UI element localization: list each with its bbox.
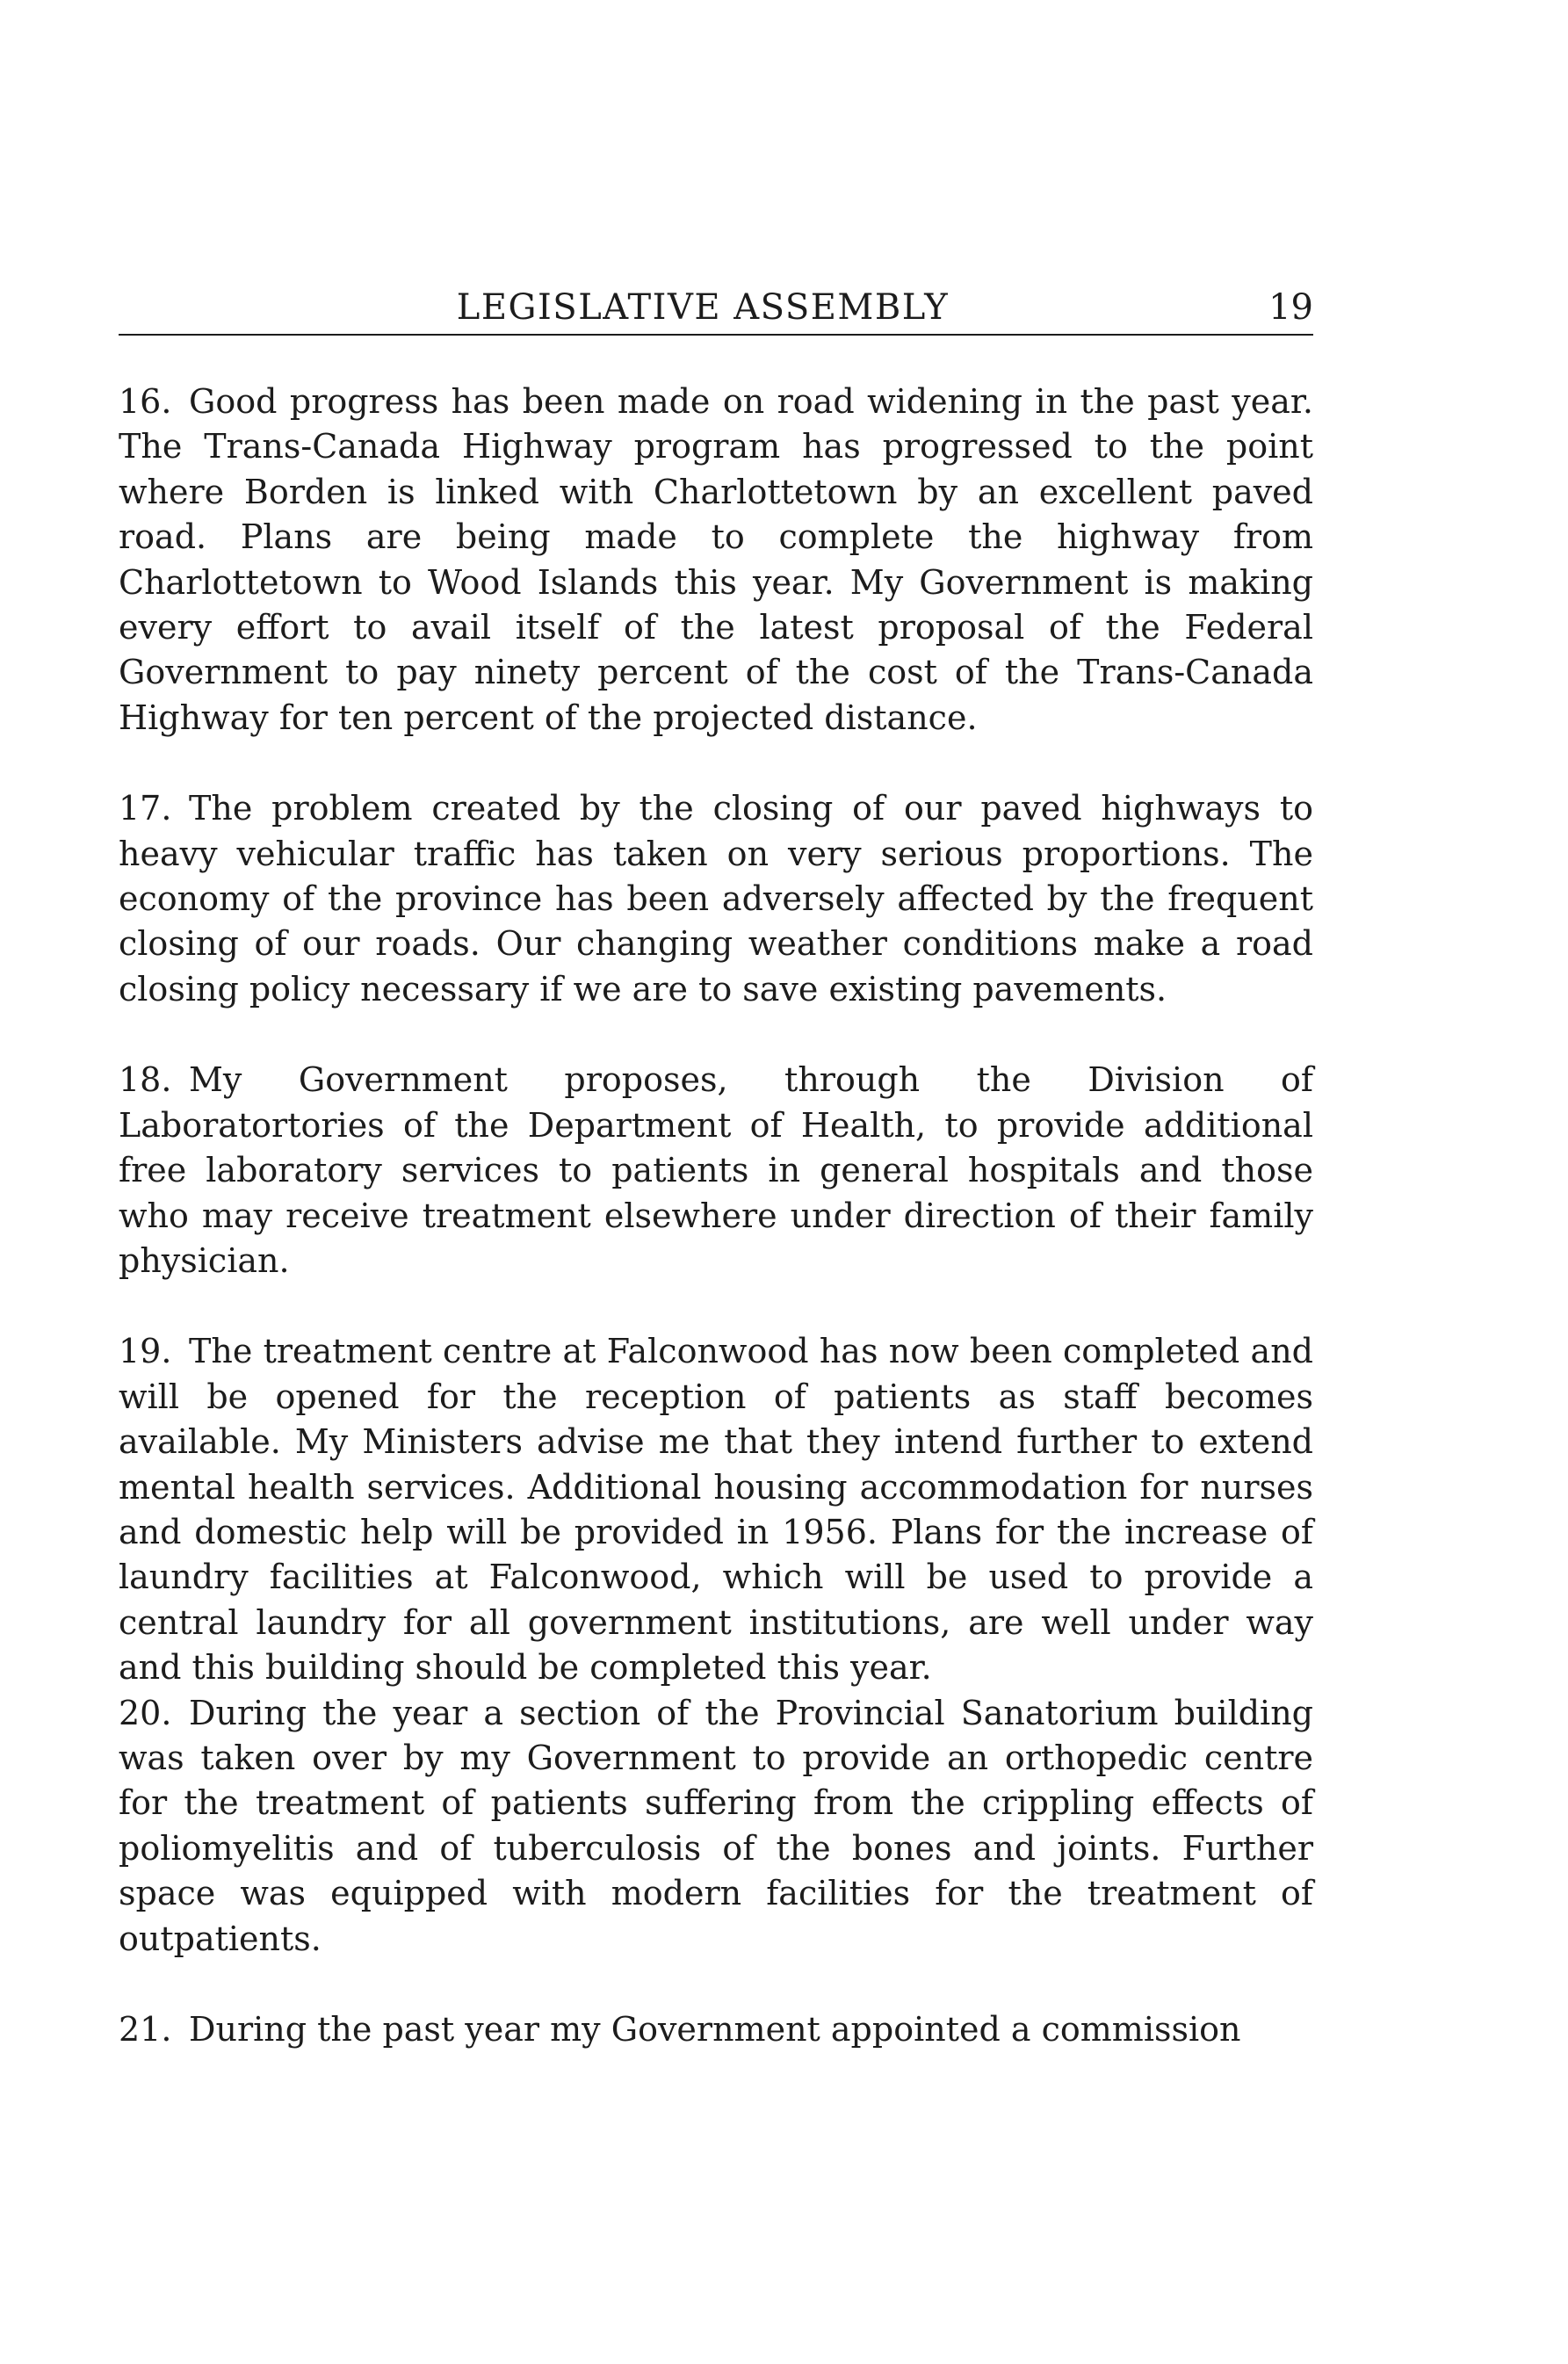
paragraph-text: My Government proposes, through the Division of Laboratortories of the Department of Health, to provide additional free laboratory services to patients in general hospitals and those who may receive treatment elsewhere under direction of their family physician. (119, 1060, 1313, 1280)
paragraph-text: During the year a section of the Provincial Sanatorium building was taken over by my Government to provide an orthopedic centre for the treatment of patients suffering from the crippling effects of poliomyelitis and of tuberculosis of the bones and joints. Further space was equipped with modern facilities for the treatment of outpatients. (119, 1693, 1313, 1958)
running-title: LEGISLATIVE ASSEMBLY (456, 287, 950, 328)
paragraph-number: 17. (119, 789, 172, 828)
paragraph-16 (119, 380, 1313, 741)
page-header (119, 286, 1313, 329)
paragraph-number: 19. (119, 1332, 172, 1371)
paragraph-text: During the past year my Government appointed a commission (189, 2010, 1241, 2049)
paragraph-17 (119, 786, 1313, 1012)
paragraph-text: The treatment centre at Falconwood has now been completed and will be opened for the reception of patients as staff becomes available. My Ministers advise me that they intend further to extend mental health services. Additional housing accommodation for nurses and domestic help will be provided in 1956. Plans for the increase of laundry facilities at Falconwood, which will be used to provide a central laundry for all government institutions, are well under way and this building should be completed this year. (119, 1332, 1313, 1688)
paragraph-number: 21. (119, 2010, 172, 2049)
paragraph-number: 18. (119, 1060, 172, 1100)
paragraph-number: 16. (119, 382, 172, 421)
paragraph-number: 20. (119, 1693, 172, 1732)
page-number: 19 (1268, 287, 1313, 328)
header-rule (119, 334, 1313, 336)
paragraph-text: Good progress has been made on road widening in the past year. The Trans-Canada Highway program has progressed to the point where Borden is linked with Charlottetown by an excellent paved road. Plans are being made to complete the highway from Charlottetown to Wood Islands this year. My Government is making every effort to avail itself of the latest proposal of the Federal Government to pay ninety percent of the cost of the Trans-Canada Highway for ten percent of the projected distance. (119, 382, 1313, 737)
paragraph-19 (119, 1329, 1313, 1690)
paragraph-21 (119, 2007, 1313, 2052)
paragraph-text: The problem created by the closing of our paved highways to heavy vehicular traffic has taken on very serious proportions. The economy of the province has been adversely affected by the frequent closing of our roads. Our changing weather conditions make a road closing policy necessary if we are to save existing pavements. (119, 789, 1313, 1008)
paragraph-18 (119, 1058, 1313, 1283)
paragraph-20 (119, 1691, 1313, 1962)
body-text (119, 380, 1313, 2098)
